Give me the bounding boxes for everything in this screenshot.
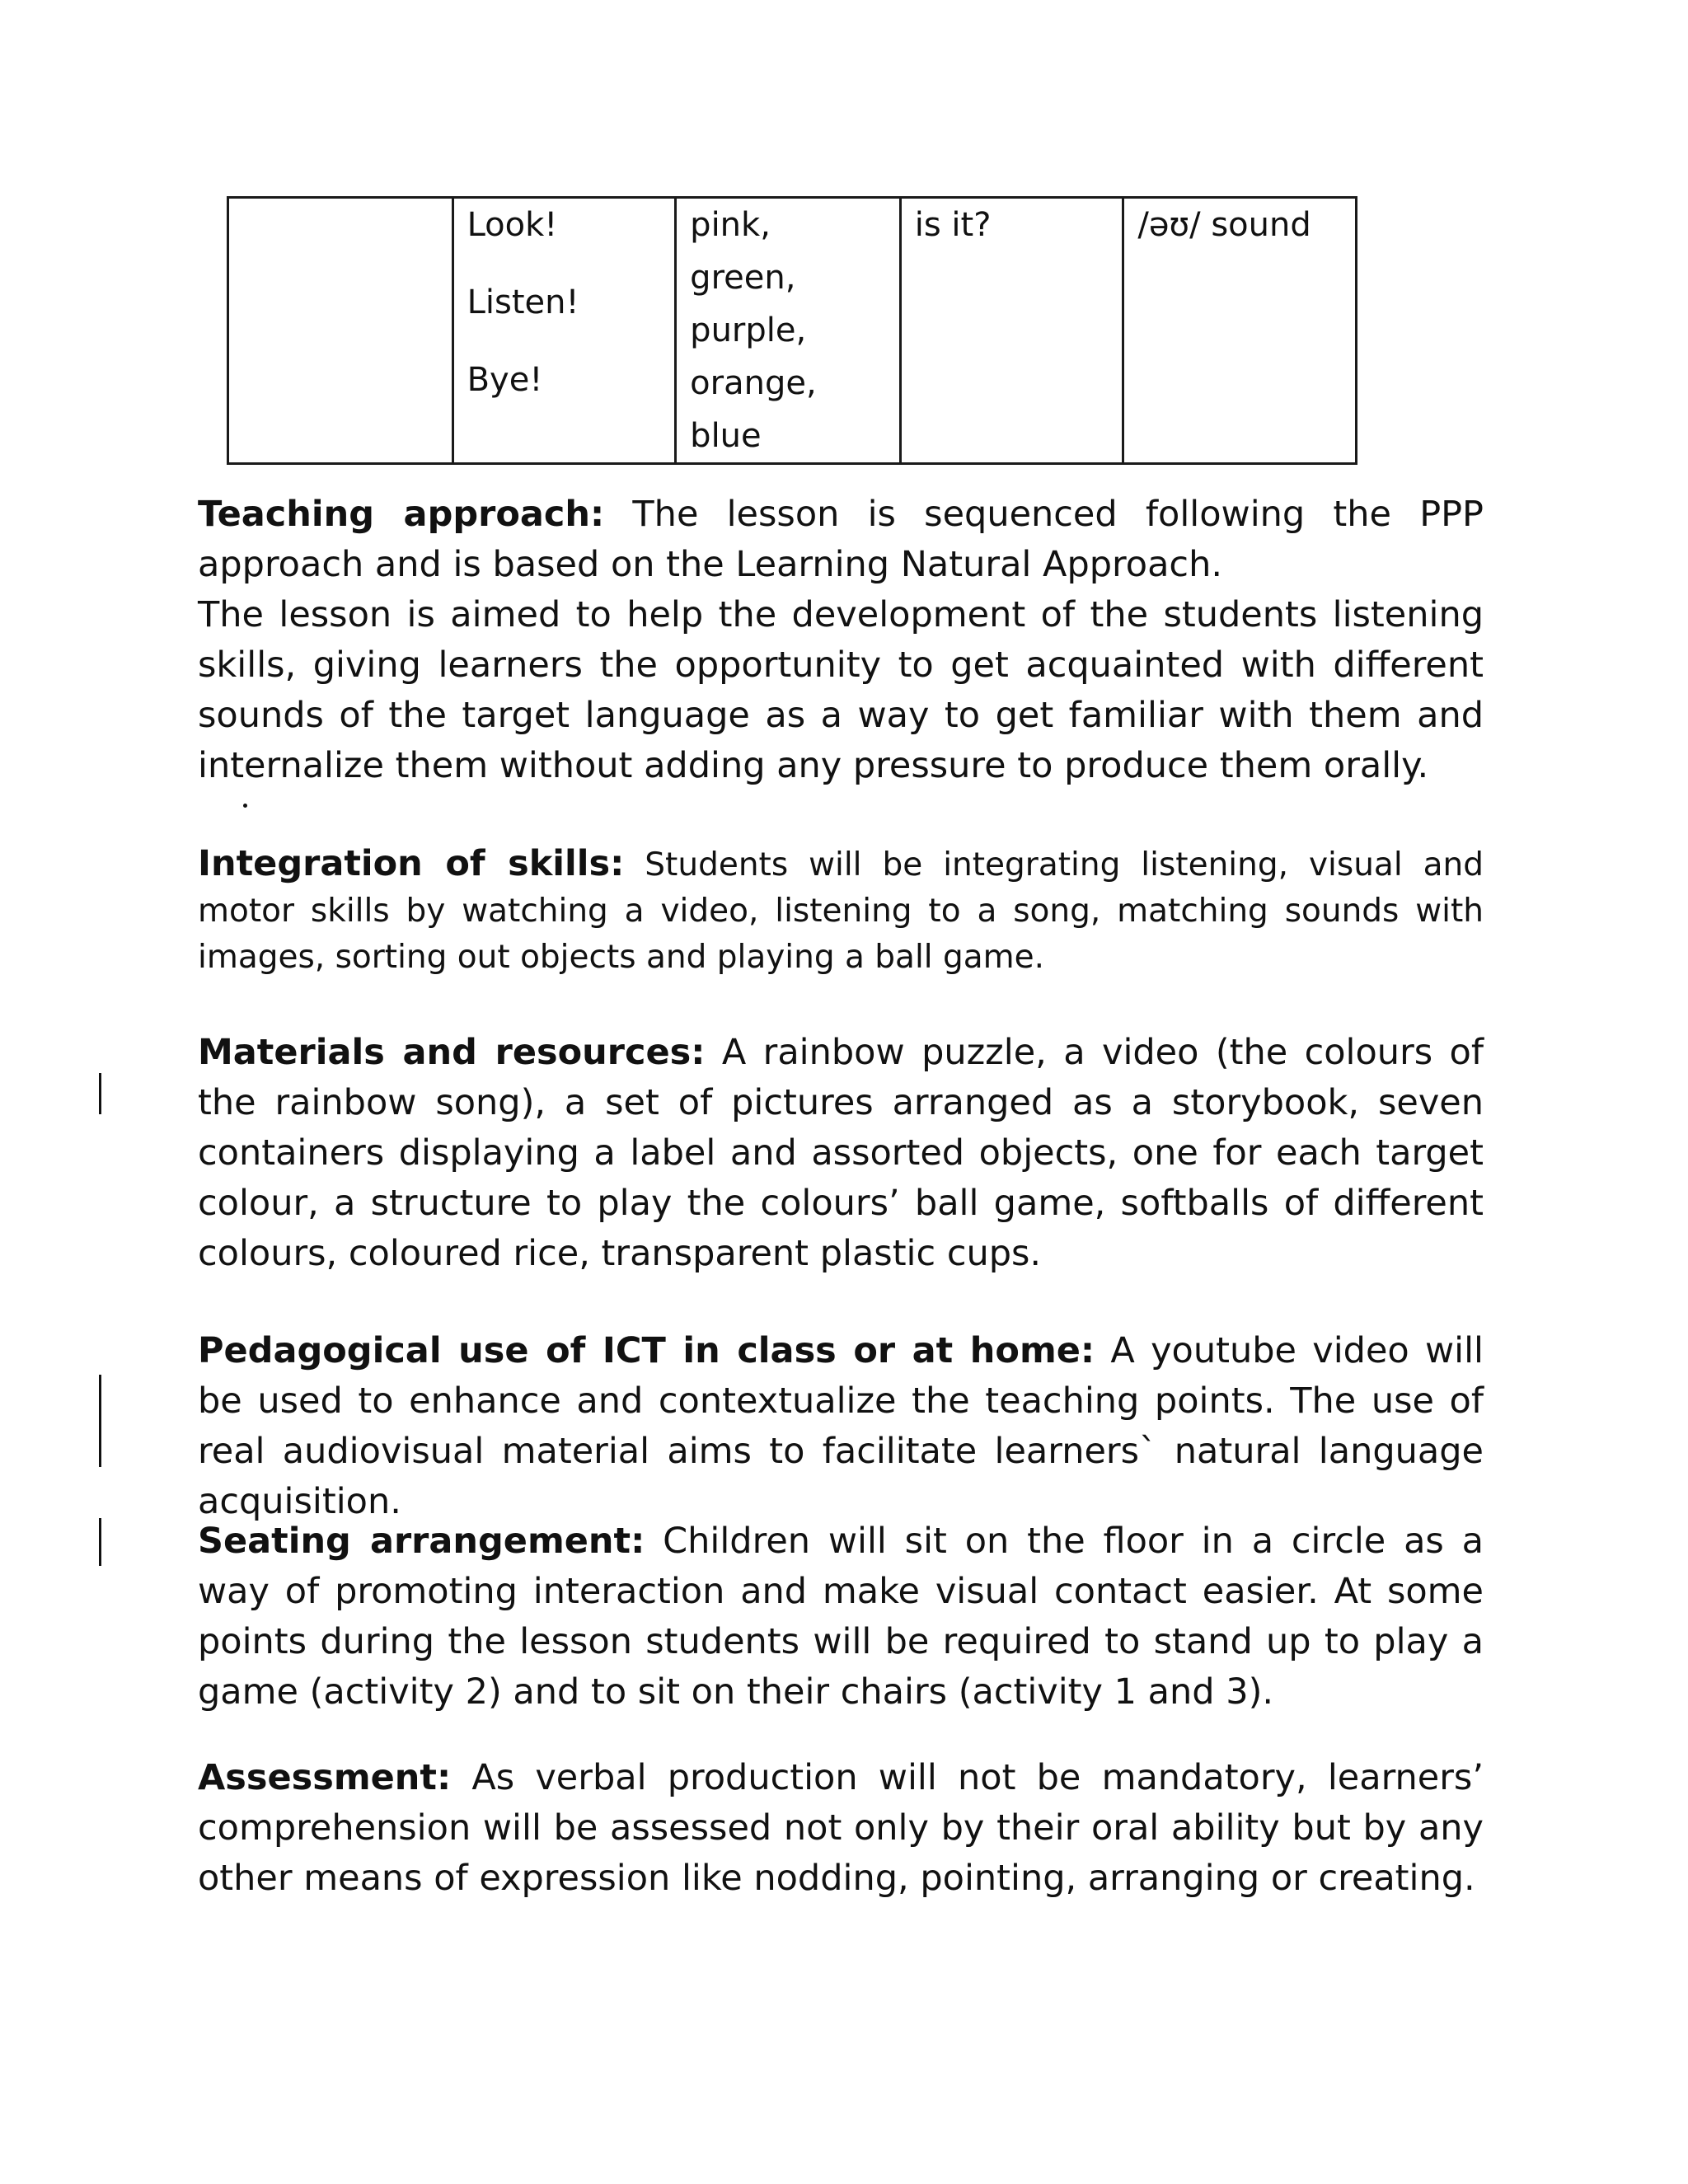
table-row xyxy=(228,198,1357,464)
integration-label: Integration of skills: xyxy=(198,843,625,884)
structure-text: is it? xyxy=(914,206,992,244)
ict-section xyxy=(198,1326,1484,1527)
teaching-approach-text-2: The lesson is aimed to help the development of the students listening skills, giving learners the opportunity to get acquainted with different sounds of the target language as a way to get familiar with them and internalize them without adding any pressure to produce them orally. xyxy=(198,594,1484,786)
revision-bar-ict xyxy=(99,1375,101,1467)
seating-text: Children will sit on the floor in a circle as a way of promoting interaction and make visual contact easier. At some points during the lesson students will be required to stand up to play a game (activity 2) and to sit on their chairs (activity 1 and 3). xyxy=(198,1521,1484,1713)
assessment-label: Assessment: xyxy=(198,1757,452,1798)
phrase-listen: Listen! xyxy=(467,284,579,321)
integration-text: Students will be integrating listening, visual and motor skills by watching a video, listening to a song, matching sounds with images, sorting out objects and playing a ball game. xyxy=(198,846,1484,976)
revision-bar-seating xyxy=(99,1518,101,1566)
materials-label: Materials and resources: xyxy=(198,1032,706,1073)
lesson-content-table xyxy=(227,196,1357,465)
table-cell-structure xyxy=(900,198,1123,464)
phrase-look: Look! xyxy=(467,206,558,244)
table-cell-colours xyxy=(676,198,901,464)
teaching-approach-text: The lesson is sequenced following the PPP approach and is based on the Learning Natural Approach. xyxy=(198,494,1484,585)
colour-line-1: pink, green, xyxy=(690,206,796,297)
teaching-approach-label: Teaching approach: xyxy=(198,494,605,535)
colour-line-2: purple, xyxy=(690,312,807,349)
materials-section xyxy=(198,1028,1484,1279)
seating-section xyxy=(198,1516,1484,1718)
ict-text: A youtube video will be used to enhance and contextualize the teaching points. The use of real audiovisual material aims to facilitate learners` natural language acquisition. xyxy=(198,1330,1484,1522)
phrase-bye: Bye! xyxy=(467,361,543,399)
ict-label: Pedagogical use of ICT in class or at home: xyxy=(198,1330,1095,1371)
colour-line-3: orange, blue xyxy=(690,364,817,455)
table-cell-pronunciation xyxy=(1123,198,1357,464)
assessment-section xyxy=(198,1753,1484,1904)
teaching-approach-section xyxy=(198,490,1484,791)
materials-text: A rainbow puzzle, a video (the colours of the rainbow song), a set of pictures arranged as a storybook, seven containers displaying a label and assorted objects, one for each target colour, a structure to play the colours’ ball game, softballs of different colours, coloured rice, transparent plastic cups. xyxy=(198,1032,1484,1274)
stray-dot xyxy=(243,804,247,808)
integration-section xyxy=(198,841,1484,981)
assessment-text: As verbal production will not be mandatory, learners’ comprehension will be assessed not only by their oral ability but by any other means of expression like nodding, pointing, arranging or creating. xyxy=(198,1757,1484,1899)
revision-bar-materials xyxy=(99,1073,101,1114)
table-cell-phrases xyxy=(452,198,676,464)
table-cell-empty xyxy=(228,198,453,464)
seating-label: Seating arrangement: xyxy=(198,1521,645,1562)
pronunciation-text: /əʊ/ sound xyxy=(1137,206,1311,244)
